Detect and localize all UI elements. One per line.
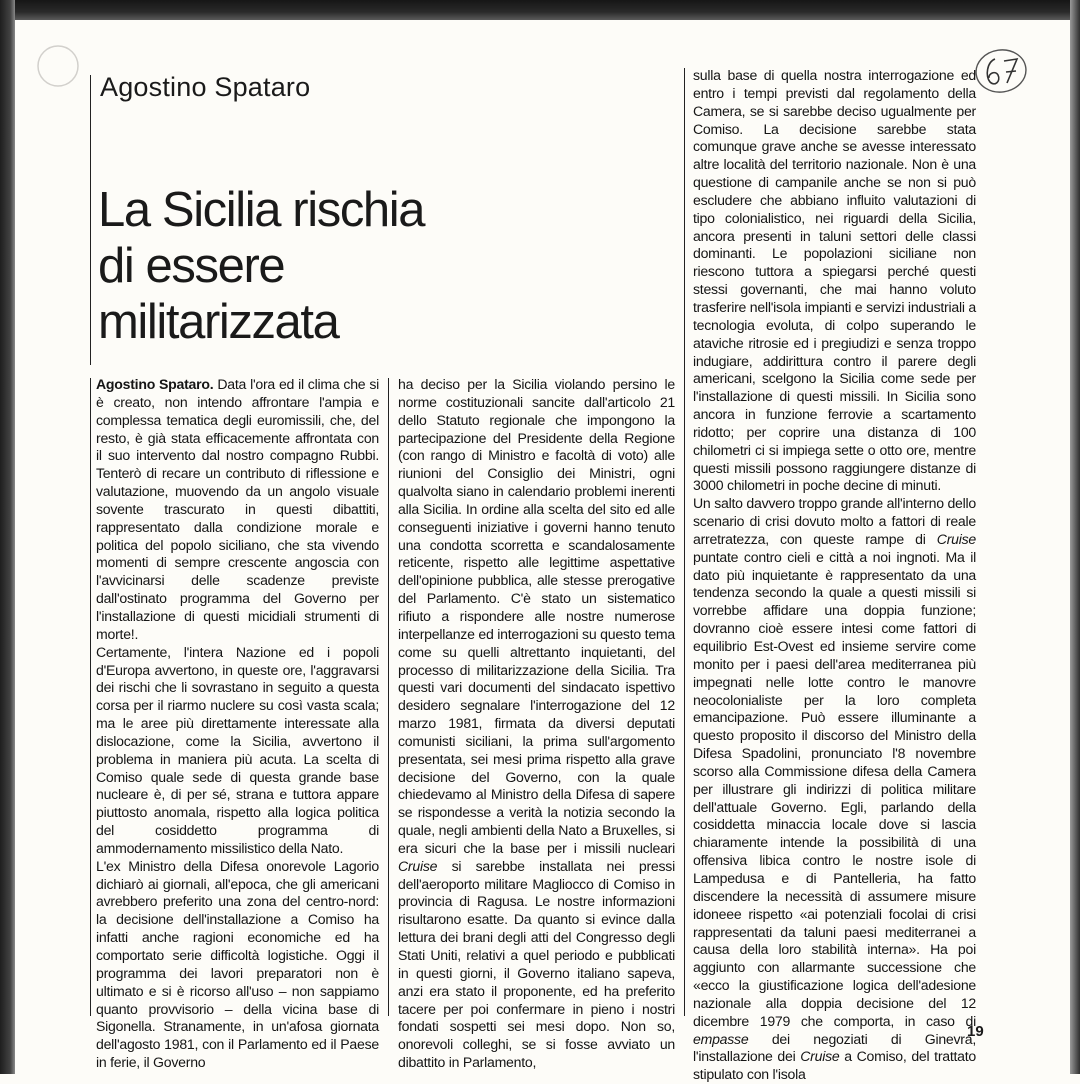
paragraph-text: dei negoziati di Ginevra, l'installazione dei	[693, 1030, 976, 1065]
scan-border-left	[0, 0, 15, 1074]
paragraph-text: Un salto davvero troppo grande all'interno dello scenario di crisi dovuto molto a fattori di reale arretratezza, con queste rampe di	[693, 495, 976, 547]
italic-term: Cruise	[398, 857, 438, 874]
article-column-1	[96, 376, 379, 1072]
paragraph-text: a Comiso, del trattato stipulato con l'isola	[693, 1048, 977, 1083]
page-number: 19	[967, 1023, 984, 1040]
paragraph-text: si sarebbe installata nei pressi dell'aeroporto militare Magliocco di Comiso in provincia di Ragusa. Le nostre informazioni risultarono esatte. Da quanto si evince dalla lettura dei brani degli atti del Congresso degli Stati Uniti, relativi a quel periodo e pubblicati in questi giorni, il Governo italiano sapeva, anzi era stato il proponente, ed ha preferito tacere per poi confermare in pieno i nostri fondati sospetti sei mesi dopo. Non so, onorevoli colleghi, se si fosse avviato un dibattito in Parlamento,	[398, 857, 675, 1071]
article-paragraph	[398, 376, 675, 1072]
italic-term: Cruise	[936, 530, 977, 547]
paragraph-text: ha deciso per la Sicilia violando persino le norme costituzionali sancite dall'articolo 21 dello Statuto regionale che impongono la partecipazione del Presidente della Regione (con rango di Ministro e facoltà di voto) alle riunioni del Consiglio dei Ministri, ogni qualvolta siano in calendario problemi inerenti alla Sicilia. In ordine alla scelta del sito ed alle conseguenti iniziative i governi hanno tenuto una condotta scorretta e scandalosamente reticente, rispetto alle legittime aspettative dell'opinione pubblica, alle stesse prerogative del Parlamento. C'è stato un sistematico rifiuto a rispondere alle nostre numerose interpellanze ed interrogazioni su questo tema come su quelli altrettanto inquietanti, del processo di militarizzazione della Sicilia. Tra questi vari documenti del sindacato ispettivo desidero segnalare l'interrogazione del 12 marzo 1981, firmata da diversi deputati comunisti siciliani, la prima sull'argomento presentata, sei mesi prima rispetto alla grave decisione del Governo, con la quale chiedevamo al Ministro della Difesa di sapere se rispondesse a verità la notizia secondo la quale, negli ambienti della Nato a Bruxelles, si era sicuri che la base per i missili nucleari	[398, 376, 675, 856]
italic-term: Cruise	[800, 1048, 840, 1065]
scan-border-top	[0, 0, 1080, 20]
title-line: di essere	[98, 239, 285, 293]
lead-name: Agostino Spataro.	[96, 376, 214, 392]
article-paragraph	[693, 495, 976, 1084]
article-title	[98, 182, 518, 350]
author-name: Agostino Spataro	[100, 72, 311, 102]
article-paragraph: Certamente, l'intera Nazione ed i popoli d'Europa avvertono, in queste ore, l'aggravarsi dei rischi che li sovrastano in seguito a questa corsa per il riarmo nuclere su così vasta scala; ma le aree più direttamente interessate alla dislocazione, come la Sicilia, avvertono il problema in maniera più acuta. La scelta di Comiso quale sede di questa grande base nucleare è, di per sé, strana e tuttora appare piuttosto anomala, rispetto alla logica politica del cosiddetto programma di ammodernamento missilistico della Nato.	[96, 643, 379, 856]
handwritten-page-mark	[973, 46, 1029, 96]
column-rule-left	[90, 378, 91, 1016]
article-paragraph	[96, 376, 379, 644]
article-column-2	[398, 376, 675, 1072]
column-rule-1	[388, 378, 389, 1016]
paragraph-text: Data l'ora ed il clima che si è creato, non intendo affrontare l'ampia e complessa tematica degli euromissili, che, del resto, è già stata efficacemente affrontata con il suo intervento dal nostro compagno Rubbi. Tenterò di recare un contributo di riflessione e valutazione, muovendo da un angolo visuale sovente trascurato in questi dibattiti, rappresentato dalla condizione morale e politica del popolo siciliano, che sta vivendo momenti di sempre crescente angoscia con l'avvicinarsi delle scadenze previste dall'ostinato programma del Governo per l'installazione di questi micidiali strumenti di morte!.	[96, 376, 379, 642]
title-line: militarizzata	[98, 295, 339, 349]
header-rule	[90, 75, 91, 365]
paragraph-text: puntate contro cieli e città a noi ingnoti. Ma il dato più inquietante è rappresentato da una tendenza secondo la quale a questi missili si vorrebbe affidare una doppia funzione; dovranno cioè essere intesi come fattori di equilibrio Est-Ovest ed insieme servire come monito per i paesi dell'area mediterranea più impegnati nelle lotte contro le manovre neocolonialiste per la loro completa emancipazione. Può essere illuminante a questo proposito il discorso del Ministro della Difesa Spadolini, pronunciato l'8 novembre scorso alla Commissione difesa della Camera per illustrare gli indirizzi di politica militare dell'attuale Governo. Egli, parlando della cosiddetta minaccia locale dove si lascia chiaramente intende la possibilità di una offensiva libica contro le nostre isole di Lampedusa e di Pantelleria, ha fatto discendere la necessità di assumere misure idoneee rispetto «ai potenziali focolai di crisi rappresentati da taluni paesi mediterranei a causa della loro stabilità interna». Ha poi aggiunto con allarmante successione che «ecco la giustificazione logica dell'adesione nazionale alla doppia decisione del 12 dicembre 1979 che comporta, in caso di	[693, 548, 976, 1029]
article-paragraph: sulla base di quella nostra interrogazione ed entro i tempi previsti dal regolamento della Camera, se si sarebbe deciso ugualmente per Comiso. La decisione sarebbe stata comunque grave anche se avesse interessato altre località del territorio nazionale. Non è una questione di campanile anche se non si può escludere che abbiano influito valutazioni di tipo colonialistico, nei riguardi della Sicilia, ancora presenti in taluni settori delle classi dominanti. Le popolazioni siciliane non riescono tuttora a spiegarsi perché questi stessi governanti, che mai hanno voluto trasferire nell'isola impianti e servizi industriali a tecnologia evoluta, di colpo superando le ataviche ritrosie ed i pregiudizi e senza troppo indugiare, addirittura contro il parere degli americani, scelgono la Sicilia come sede per l'installazione di questi missili. In Sicilia sono ancora in funzione ferrovie a scartamento ridotto; per coprire una distanza di 100 chilometri ci si impiega sette o otto ore, mentre questi missili possono raggiungere distanze di 3000 chilometri in poche decine di minuti.	[693, 67, 976, 494]
title-line: La Sicilia rischia	[98, 183, 425, 237]
italic-term: empasse	[693, 1030, 749, 1047]
article-paragraph: L'ex Ministro della Difesa onorevole Lagorio dichiarò ai giornali, all'epoca, che gli americani avrebbero preferito una zona del centro-nord: la decisione dell'installazione a Comiso ha infatti anche ragioni economiche ed ha comportato serie difficoltà logistiche. Oggi il programma dei lavori preparatori non è ultimato e si è ricorso all'uso – non sappiamo quanto provvisorio – della vicina base di Sigonella. Stranamente, in un'afosa giornata dell'agosto 1981, con il Parlamento ed il Paese in ferie, il Governo	[96, 857, 379, 1071]
faint-stamp-mark	[32, 40, 84, 92]
column-rule-2	[684, 68, 685, 1016]
scan-border-right	[1070, 0, 1080, 1074]
article-column-3	[693, 67, 976, 1084]
